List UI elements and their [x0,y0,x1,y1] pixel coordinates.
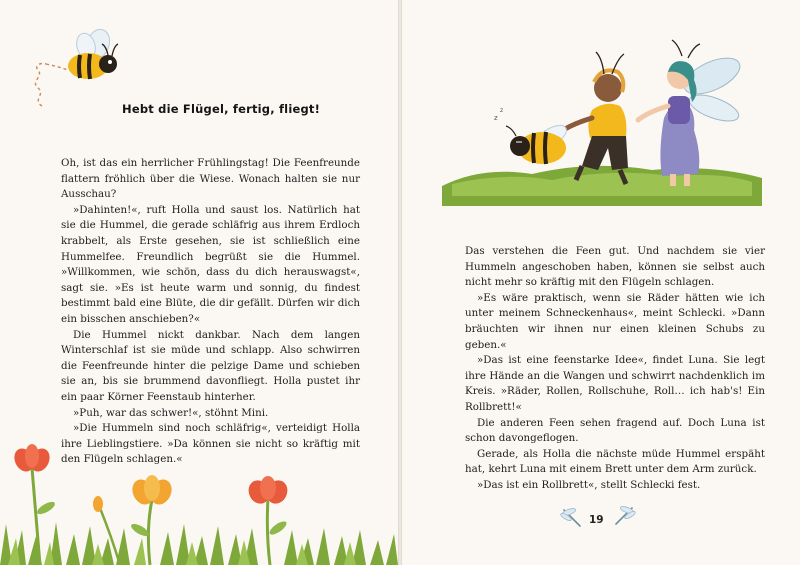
svg-text:z: z [500,107,504,114]
paragraph: »Dahinten!«, ruft Holla und saust los. Natürlich hat sie die Hummel, die gerade schläfrig aus ihrem Erdloch krabbelt, als Erste gesehen, sie ist schließlich eine Hummelfee. Freundlich begrüßt sie die Hummel. »Willkommen, wie schön, dass du dich herauswagst«, sagt sie. »Es ist heute warm und sonnig, du findest bestimmt bald eine Blüte, die dir gefällt. Dürfen wir dich ein bisschen anschieben?« [61,203,360,325]
chapter-title: Hebt die Flügel, fertig, fliegt! [122,102,321,116]
fairies-pushing-bumblebee-illustration [442,36,762,206]
paragraph: Die anderen Feen sehen fragend auf. Doch Luna ist schon davongeflogen. [465,416,765,445]
paragraph: Oh, ist das ein herrlicher Frühlingstag! Die Feenfreunde flattern fröhlich über die Wiese. Wonach halten sie nur Ausschau? [61,157,360,201]
paragraph: »Das ist eine feenstarke Idee«, findet Luna. Sie legt ihre Hände an die Wangen und schwirrt nachdenklich im Kreis. »Räder, Rollen, Rollschuhe, Roll… ich hab's! Ein Rollbrett!« [465,354,765,413]
svg-text:z: z [494,114,498,122]
right-page-text [465,244,765,494]
paragraph: »Das ist ein Rollbrett«, stellt Schlecki fest. [477,478,701,491]
right-page [402,0,800,565]
paragraph: Die Hummel nickt dankbar. Nach dem langen Winterschlaf ist sie müde und schlapp. Also schwirren die Feenfreunde hinter die pelzige Dame und schieben sie an, bis sie brummend davonfliegt. Holla pustet ihr ein paar Körner Feenstaub hinterher. [61,328,360,403]
left-page [0,0,398,565]
left-page-text [61,156,360,468]
paragraph: »Die Hummeln sind noch schläfrig«, verteidigt Holla ihre Lieblingstiere. »Da können sie nicht so kräftig mit den Flügeln schlagen.« [61,422,360,466]
paragraph: Das verstehen die Feen gut. Und nachdem sie vier Hummeln angeschoben haben, können sie selbst auch nicht mehr so kräftig mit den Flügeln schlagen. [465,245,765,289]
meadow-flowers-grass-illustration [0,438,398,565]
paragraph: »Es wäre praktisch, wenn sie Räder hätten wie ich unter meinem Schneckenhaus«, meint Schlecki. »Dann bräuchten wir ihnen nur einen kleinen Schubs zu geben.« [465,291,765,351]
paragraph: Gerade, als Holla die nächste müde Hummel erspäht hat, kehrt Luna mit einem Brett unter dem Arm zurück. [465,447,765,476]
dragonfly-icon [560,506,586,530]
paragraph: »Puh, war das schwer!«, stöhnt Mini. [73,406,269,419]
dragonfly-icon [610,504,636,528]
flying-bee-illustration [28,24,128,114]
page-number: 19 [589,514,604,526]
